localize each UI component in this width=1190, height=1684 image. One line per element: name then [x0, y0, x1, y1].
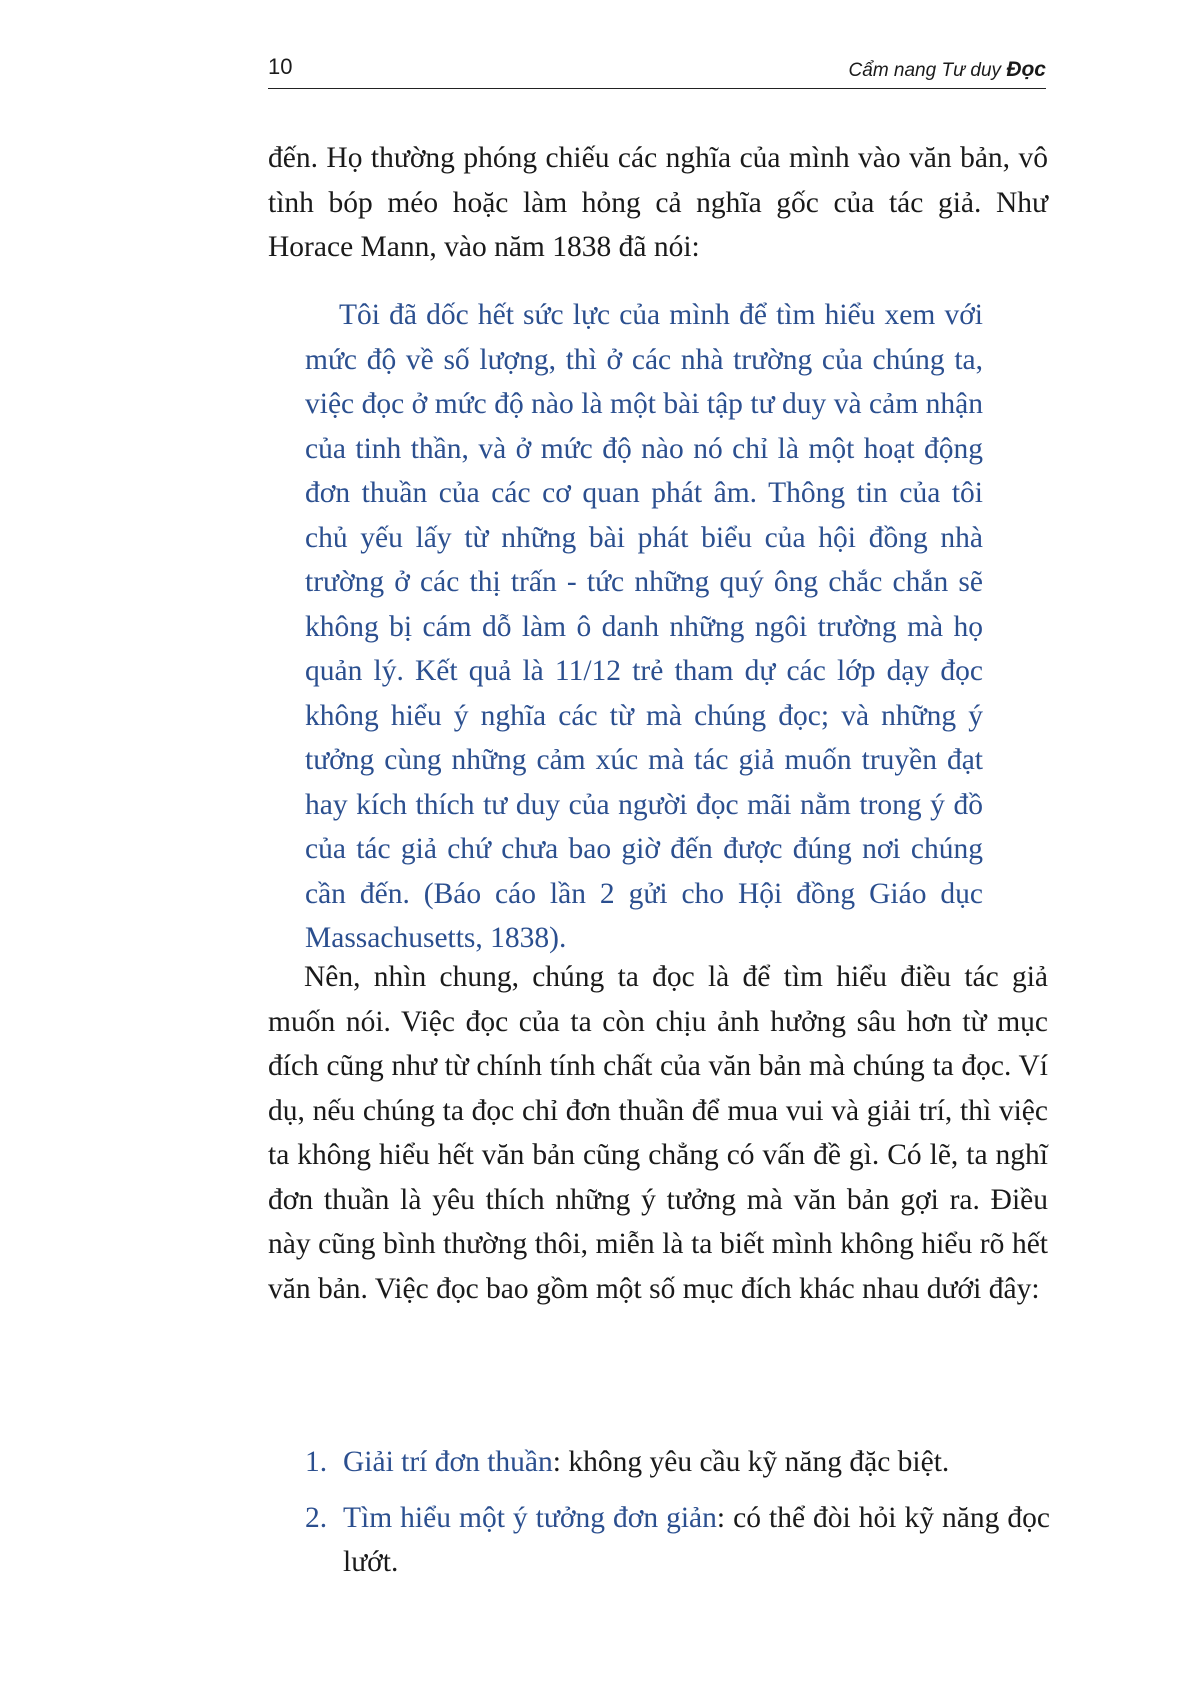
list-item-description: : không yêu cầu kỹ năng đặc biệt. [552, 1446, 950, 1478]
list-item-description: : có thể đòi hỏi kỹ năng đọc lướt. [343, 1502, 1050, 1578]
list-item [305, 1496, 1050, 1584]
list-item-term: Giải trí đơn thuần [343, 1446, 553, 1478]
main-paragraph: Nên, nhìn chung, chúng ta đọc là để tìm hiểu điều tác giả muốn nói. Việc đọc của ta còn chịu ảnh hưởng sâu hơn từ mục đích cũng như từ chính tính chất của văn bản mà chúng ta đọc. Ví dụ, nếu chúng ta đọc chỉ đơn thuần để mua vui và giải trí, thì việc ta không hiểu hết văn bản cũng chẳng có vấn đề gì. Có lẽ, ta nghĩ đơn thuần là yêu thích những ý tưởng mà văn bản gợi ra. Điều này cũng bình thường thôi, miễn là ta biết mình không hiểu rõ hết văn bản. Việc đọc bao gồm một số mục đích khác nhau dưới đây: [268, 961, 1048, 1305]
block-quote: Tôi đã dốc hết sức lực của mình để tìm hiểu xem với mức độ về số lượng, thì ở các nhà trường của chúng ta, việc đọc ở mức độ nào là một bài tập tư duy và cảm nhận của tinh thần, và ở mức độ nào nó chỉ là một hoạt động đơn thuần của các cơ quan phát âm. Thông tin của tôi chủ yếu lấy từ những bài phát biểu của hội đồng nhà trường ở các thị trấn - tức những quý ông chắc chắn sẽ không bị cám dỗ làm ô danh những ngôi trường mà họ quản lý. Kết quả là 11/12 trẻ tham dự các lớp dạy đọc không hiểu ý nghĩa các từ mà chúng đọc; và những ý tưởng cùng những cảm xúc mà tác giả muốn truyền đạt hay kích thích tư duy của người đọc mãi nằm trong ý đồ của tác giả chứ chưa bao giờ đến được đúng nơi chúng cần đến. (Báo cáo lần 2 gửi cho Hội đồng Giáo dục Massachusetts, 1838). [305, 299, 983, 954]
intro-paragraph: đến. Họ thường phóng chiếu các nghĩa của mình vào văn bản, vô tình bóp méo hoặc làm hỏng cả nghĩa gốc của tác giả. Như Horace Mann, vào năm 1838 đã nói: [268, 142, 1048, 263]
list-item-term: Tìm hiểu một ý tưởng đơn giản [343, 1502, 717, 1534]
page-number: 10 [268, 54, 293, 79]
book-title-prefix: Cẩm nang Tư duy [848, 60, 1007, 81]
book-title [849, 58, 1046, 82]
purpose-list [305, 1440, 1050, 1596]
book-title-brand: Đọc [1006, 58, 1046, 81]
list-item-number: 1. [305, 1446, 328, 1478]
running-header [268, 52, 1046, 89]
list-item-number: 2. [305, 1502, 328, 1534]
list-item [305, 1440, 1050, 1484]
